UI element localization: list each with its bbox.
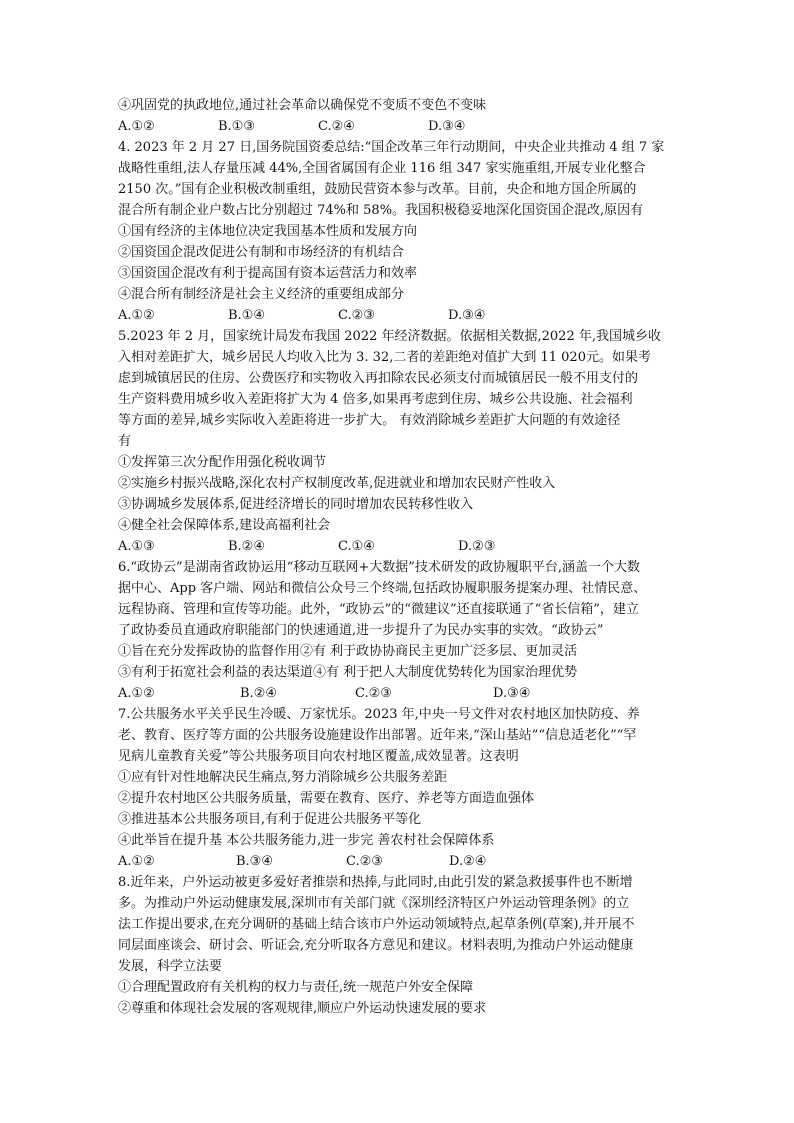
q6-items-line: ①旨在充分发挥政协的监督作用②有 利于政协协商民主更加广泛多层、更加灵活	[118, 644, 578, 659]
q6-options	[118, 683, 678, 704]
q8-stem-line: 同层面座谈会、研讨会、听证会,充分听取各方意见和建议。材料表明,为推动户外运动健康	[118, 938, 634, 953]
q3-option-b[interactable]: B.①③	[218, 119, 255, 134]
q3-option-d[interactable]: D.③④	[428, 119, 466, 134]
q6-stem-line: 6.“政协云”是湖南省政协运用“移动互联网+大数据”技术研发的政协履职平台,涵盖一个大数	[118, 560, 641, 575]
q4-option-d[interactable]: D.③④	[448, 308, 486, 323]
q6-items-line: ③有利于拓宽社会利益的表达渠道④有 利于把人大制度优势转化为国家治理优势	[118, 665, 578, 680]
q4-item-1: ①国有经济的主体地位决定我国基本性质和发展方向	[118, 224, 418, 239]
q6-stem-line: 了政协委员直通政府职能部门的快速通道,进一步提升了为民办实事的实效。“政协云”	[118, 623, 604, 638]
q8-stem-line: 8.近年来，户外运动被更多爱好者推崇和热捧,与此同时,由此引发的紧急救援事件也不断增	[118, 875, 633, 890]
q7-item-4: ④此举旨在提升基 本公共服务能力,进一步完 善农村社会保障体系	[118, 833, 495, 848]
q5-item-4: ④健全社会保障体系,建设高福利社会	[118, 518, 331, 533]
q7-item-3: ③推进基本公共服务项目,有利于促进公共服务平等化	[118, 812, 422, 827]
q5-item-2: ②实施乡村振兴战略,深化农村产权制度改革,促进就业和增加农民财产性收入	[118, 476, 556, 491]
q4-item-3: ③国资国企混改有利于提高国有资本运营活力和效率	[118, 266, 418, 281]
q6-option-d[interactable]: D.③④	[493, 686, 531, 701]
q7-item-2: ②提升农村地区公共服务质量，需要在教育、医疗、养老等方面造血强体	[118, 791, 535, 806]
q8-stem-line: 发展，科学立法要	[118, 959, 223, 974]
q8-stem-line: 法工作提出要求,在充分调研的基础上结合该市户外运动领域特点,起草条例(草案),并开展不	[118, 917, 635, 932]
q8-stem-line: 多。为推动户外运动健康发展,深圳市有关部门就《深圳经济特区户外运动管理条例》的立	[118, 896, 630, 911]
q5-stem-line: 入相对差距扩大，城乡居民人均收入比为 3. 32,二者的差距绝对值扩大到 11 020元。如果考	[118, 350, 651, 365]
q4-stem-line: 4. 2023 年 2 月 27 日,国务院国资委总结:“国企改革三年行动期间，中央企业共推动 4 组 7 家	[118, 140, 665, 155]
q3-option-c[interactable]: C.②④	[318, 119, 355, 134]
q7-option-a[interactable]: A.①②	[118, 854, 155, 869]
q7-stem-line: 老、教育、医疗等方面的公共服务设施建设作出部署。近年来,“深山基站”“信息适老化”“罕	[118, 728, 637, 743]
q8-item-2: ②尊重和体现社会发展的客观规律,顺应户外运动快速发展的要求	[118, 1001, 487, 1016]
q4-stem-line: 2150 次。”国有企业积极改制重组，鼓励民营资本参与改革。目前，央企和地方国企所属的	[118, 182, 637, 197]
q5-stem-line: 生产资料费用城乡收入差距将扩大为 4 倍多,如果再考虑到住房、城乡公共设施、社会福利	[118, 392, 633, 407]
q5-item-3: ③协调城乡发展体系,促进经济增长的同时增加农民转移性收入	[118, 497, 474, 512]
q5-stem-line: 5.2023 年 2 月，国家统计局发布我国 2022 年经济数据。依据相关数据,2022 年,我国城乡收	[118, 329, 661, 344]
q5-option-d[interactable]: D.②③	[458, 539, 496, 554]
q4-item-4: ④混合所有制经济是社会主义经济的重要组成部分	[118, 287, 405, 302]
q3-options	[118, 116, 678, 137]
q4-options	[118, 305, 678, 326]
q4-stem-line: 战略性重组,法人存量压减 44%,全国省属国有企业 116 组 347 家实施重组,开展专业化整合	[118, 161, 646, 176]
q5-option-b[interactable]: B.②④	[228, 539, 265, 554]
q6-stem-line: 据中心、App 客户端、网站和微信公众号三个终端,包括政协履职服务提案办理、社情民意、	[118, 581, 647, 596]
q4-option-a[interactable]: A.①②	[118, 308, 155, 323]
q4-option-b[interactable]: B.①④	[228, 308, 265, 323]
q5-stem-line: 等方面的差异,城乡实际收入差距将进一步扩大。 有效消除城乡差距扩大问题的有效途径	[118, 413, 621, 428]
q4-stem-line: 混合所有制企业户数占比分别超过 74%和 58%。我国积极稳妥地深化国资国企混改,原因有	[118, 203, 644, 218]
q3-option-a[interactable]: A.①②	[118, 119, 155, 134]
q6-stem-line: 远程协商、管理和宣传等功能。此外，“政协云”的“微建议”还直接联通了“省长信箱”，建立	[118, 602, 639, 617]
q7-stem-line: 见病儿童教育关爱”等公共服务项目向农村地区覆盖,成效显著。这表明	[118, 749, 519, 764]
q7-options	[118, 851, 678, 872]
q6-option-b[interactable]: B.②④	[240, 686, 277, 701]
q4-item-2: ②国资国企混改促进公有制和市场经济的有机结合	[118, 245, 405, 260]
q4-option-c[interactable]: C.②③	[338, 308, 375, 323]
q5-option-c[interactable]: C.①④	[338, 539, 375, 554]
q3-item-4: ④巩固党的执政地位,通过社会革命以确保党不变质不变色不变味	[118, 98, 487, 113]
q6-option-a[interactable]: A.①②	[118, 686, 155, 701]
q5-item-1: ①发挥第三次分配作用强化税收调节	[118, 455, 327, 470]
q7-option-b[interactable]: B.③④	[236, 854, 273, 869]
q5-stem-line: 虑到城镇居民的住房、公费医疗和实物收入再扣除农民必须支付而城镇居民一般不用支付的	[118, 371, 639, 386]
q7-option-c[interactable]: C.②③	[346, 854, 383, 869]
q7-option-d[interactable]: D.②④	[449, 854, 487, 869]
q5-option-a[interactable]: A.①③	[118, 539, 155, 554]
q5-stem-line: 有	[118, 434, 132, 449]
exam-page	[118, 95, 678, 1019]
q7-stem-line: 7.公共服务水平关乎民生冷暖、万家忧乐。2023 年,中央一号文件对农村地区加快防疫、养	[118, 707, 640, 722]
q6-option-c[interactable]: C.②③	[355, 686, 392, 701]
q5-options	[118, 536, 678, 557]
q8-item-1: ①合理配置政府有关机构的权力与责任,统一规范户外安全保障	[118, 980, 474, 995]
q7-item-1: ①应有针对性地解决民生痛点,努力消除城乡公共服务差距	[118, 770, 448, 785]
